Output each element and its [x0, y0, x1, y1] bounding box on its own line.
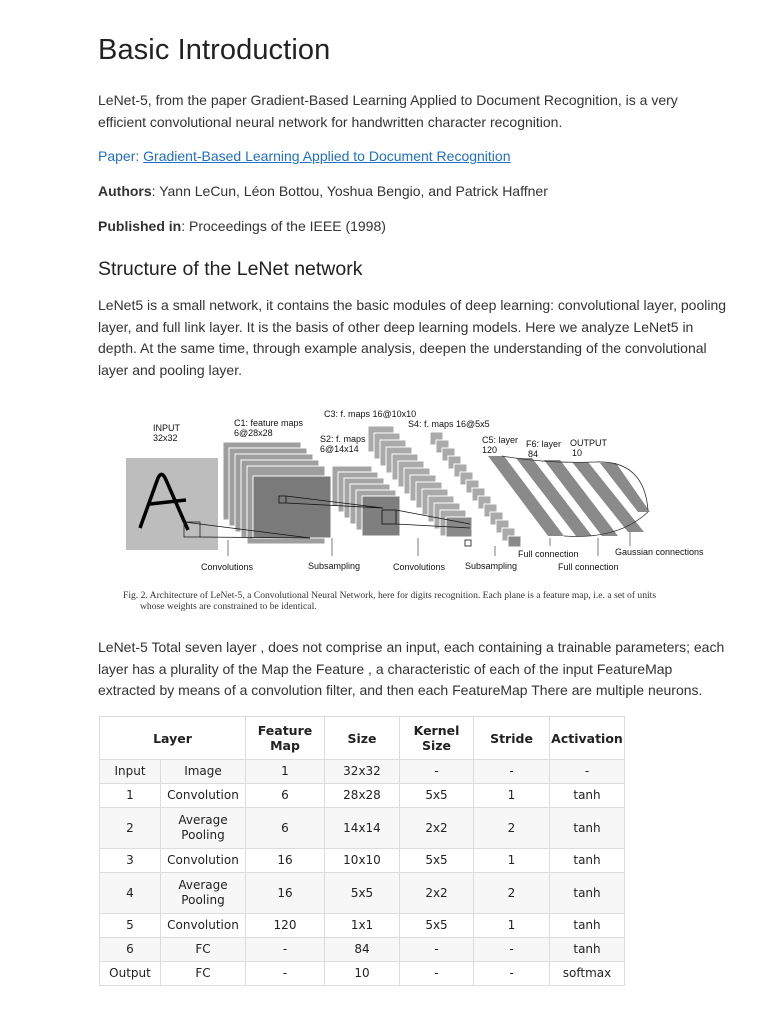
table-cell: 10	[325, 962, 400, 986]
table-cell: FC	[161, 938, 246, 962]
table-cell: 1x1	[325, 914, 400, 938]
bottom-subsampling-2: Subsampling	[465, 561, 518, 571]
table-cell: 1	[100, 784, 161, 808]
header-activation: Activation	[550, 717, 625, 760]
bottom-subsampling-1: Subsampling	[308, 561, 361, 571]
table-cell: 5	[100, 914, 161, 938]
table-row	[100, 849, 625, 873]
page-title: Basic Introduction	[98, 34, 331, 66]
table-cell: FC	[161, 962, 246, 986]
authors-label: Authors	[98, 183, 152, 199]
table-cell: -	[474, 938, 550, 962]
table-cell: tanh	[550, 873, 625, 914]
authors-value: : Yann LeCun, Léon Bottou, Yoshua Bengio, and Patrick Haffner	[151, 183, 548, 199]
table-cell: 2	[474, 808, 550, 849]
table-cell: -	[550, 760, 625, 784]
table-cell: 6	[100, 938, 161, 962]
table-cell: -	[400, 760, 474, 784]
table-row	[100, 962, 625, 986]
table-cell: 14x14	[325, 808, 400, 849]
header-size: Size	[325, 717, 400, 760]
table-cell: tanh	[550, 784, 625, 808]
table-cell: 1	[474, 784, 550, 808]
full-connection-2: Full connection	[558, 562, 619, 572]
c5-label: C5: layer	[482, 435, 519, 445]
lenet-architecture-figure	[118, 400, 718, 615]
table-cell: Image	[161, 760, 246, 784]
caption-line-1: Fig. 2. Architecture of LeNet-5, a Convolutional Neural Network, here for digits recognition. Each plane is a feature map, i.e. a set of units	[123, 590, 657, 601]
table-cell: softmax	[550, 962, 625, 986]
table-row	[100, 873, 625, 914]
header-layer: Layer	[100, 717, 246, 760]
input-plane	[126, 458, 218, 550]
table-cell: 6	[246, 784, 325, 808]
s2-label: S2: f. maps	[320, 434, 366, 444]
paper-line	[98, 146, 728, 168]
structure-paragraph: LeNet5 is a small network, it contains the basic modules of deep learning: convolutional layer, pooling layer, and full link layer. It is the basis of other deep learning models. Here we analyze LeNet5 in depth. At the same time, through example analysis, deepen the understanding of the convolutional layer and pooling layer.	[98, 297, 727, 378]
c5-size: 120	[482, 445, 498, 455]
table-cell: -	[474, 962, 550, 986]
table-cell: tanh	[550, 938, 625, 962]
section-title: Structure of the LeNet network	[98, 258, 363, 280]
table-cell: 2x2	[400, 808, 474, 849]
header-stride: Stride	[474, 717, 550, 760]
architecture-diagram	[118, 400, 718, 590]
table-cell: Convolution	[161, 784, 246, 808]
s4-label: S4: f. maps 16@5x5	[408, 419, 490, 429]
layers-paragraph: LeNet-5 Total seven layer , does not comprise an input, each containing a trainable parameters; each layer has a plurality of the Map the Feature , a characteristic of each of the input FeatureMap extracted by means of a convolution filter, and then each FeatureMap There are multiple neurons.	[98, 639, 725, 698]
table-cell: 2x2	[400, 873, 474, 914]
published-label: Published in	[98, 218, 182, 234]
input-label: INPUT	[153, 423, 180, 433]
table-cell: 5x5	[400, 849, 474, 873]
s2-feature-maps	[332, 466, 400, 536]
table-body	[100, 760, 625, 986]
table-row	[100, 914, 625, 938]
table-cell: 2	[474, 873, 550, 914]
s2-size: 6@14x14	[320, 444, 359, 454]
header-kernel-size: Kernel Size	[400, 717, 474, 760]
table-row	[100, 760, 625, 784]
f6-label: F6: layer	[526, 439, 562, 449]
table-cell: Average Pooling	[161, 873, 246, 914]
table-cell: 3	[100, 849, 161, 873]
table-header-row	[100, 717, 625, 760]
table-cell: Convolution	[161, 849, 246, 873]
c1-size: 6@28x28	[234, 428, 273, 438]
table-cell: 16	[246, 873, 325, 914]
table-cell: 120	[246, 914, 325, 938]
table-cell: 6	[246, 808, 325, 849]
header-feature-map: Feature Map	[246, 717, 325, 760]
table-cell: Output	[100, 962, 161, 986]
table-row	[100, 938, 625, 962]
output-size: 10	[572, 448, 583, 458]
table-row	[100, 784, 625, 808]
table-cell: tanh	[550, 914, 625, 938]
table-cell: tanh	[550, 849, 625, 873]
table-cell: -	[400, 962, 474, 986]
gaussian-connections: Gaussian connections	[615, 547, 704, 557]
f6-size: 84	[528, 449, 539, 459]
table-cell: 2	[100, 808, 161, 849]
table-cell: 28x28	[325, 784, 400, 808]
table-cell: -	[400, 938, 474, 962]
c1-label: C1: feature maps	[234, 418, 304, 428]
table-cell: 16	[246, 849, 325, 873]
layer-table	[99, 716, 625, 986]
table-cell: Input	[100, 760, 161, 784]
table-cell: Average Pooling	[161, 808, 246, 849]
paper-label: Paper:	[98, 148, 144, 164]
caption-line-2: whose weights are constrained to be identical.	[140, 601, 317, 612]
bottom-convolutions-1: Convolutions	[201, 562, 254, 572]
table-cell: 1	[246, 760, 325, 784]
table-cell: 32x32	[325, 760, 400, 784]
full-connection-1: Full connection	[518, 549, 579, 559]
table-cell: 5x5	[400, 914, 474, 938]
table-cell: 5x5	[325, 873, 400, 914]
bottom-convolutions-2: Convolutions	[393, 562, 446, 572]
table-cell: Convolution	[161, 914, 246, 938]
intro-paragraph: LeNet-5, from the paper Gradient-Based Learning Applied to Document Recognition, is a very efficient convolutional neural network for handwritten character recognition.	[98, 92, 678, 130]
table-cell: -	[246, 938, 325, 962]
table-cell: 4	[100, 873, 161, 914]
figure-caption	[123, 590, 723, 612]
c3-label: C3: f. maps 16@10x10	[324, 409, 417, 419]
paper-link[interactable]: Gradient-Based Learning Applied to Document Recognition	[143, 148, 511, 164]
table-cell: -	[246, 962, 325, 986]
input-size: 32x32	[153, 433, 178, 443]
table-row	[100, 808, 625, 849]
table-cell: 1	[474, 914, 550, 938]
output-label: OUTPUT	[570, 438, 607, 448]
published-line	[98, 216, 728, 238]
table-cell: tanh	[550, 808, 625, 849]
table-cell: 1	[474, 849, 550, 873]
authors-line	[98, 181, 728, 203]
table-cell: 10x10	[325, 849, 400, 873]
table-cell: 84	[325, 938, 400, 962]
table-cell: -	[474, 760, 550, 784]
table-cell: 5x5	[400, 784, 474, 808]
published-value: : Proceedings of the IEEE (1998)	[181, 218, 386, 234]
